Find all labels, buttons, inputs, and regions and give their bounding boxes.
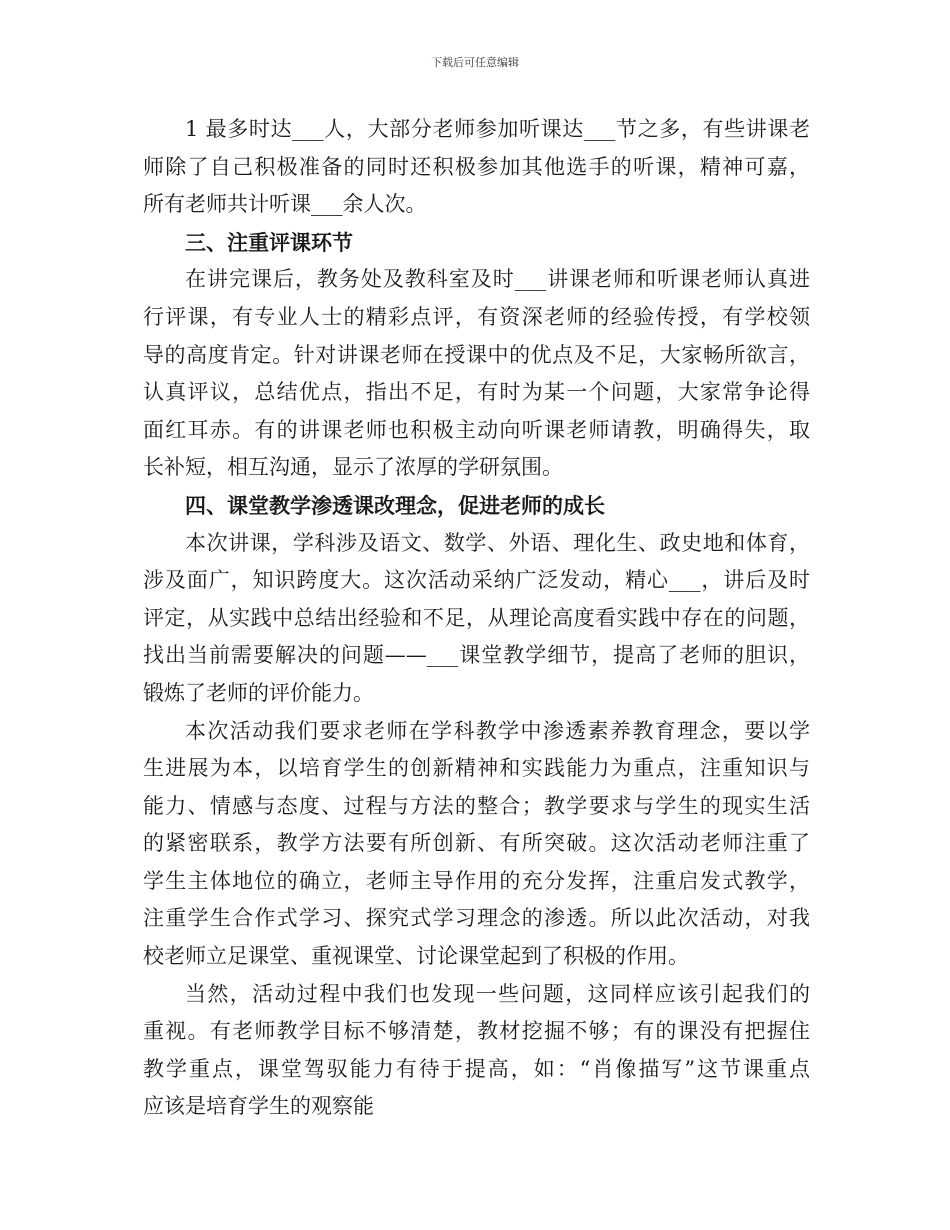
text-line: 师除了自己积极准备的同时还积极参加其他选手的听课，精神可嘉， — [143, 154, 810, 179]
text-line: 找出当前需要解决的问题——___课堂教学细节，提高了老师的胆识， — [143, 643, 810, 668]
text-line: 所有老师共计听课___余人次。 — [143, 192, 427, 217]
text-line: 学生主体地位的确立，老师主导作用的充分发挥，注重启发式教学， — [143, 868, 810, 893]
text-line: 在讲完课后，教务处及教科室及时___讲课老师和听课老师认真进 — [185, 267, 810, 292]
text-line: 行评课，有专业人士的精彩点评，有资深老师的经验传授，有学校领 — [143, 304, 810, 329]
text-line: 评定，从实践中总结出经验和不足，从理论高度看实践中存在的问题， — [143, 605, 810, 630]
page-header: 下载后可任意编辑 — [431, 56, 519, 69]
text-line: 的紧密联系，教学方法要有所创新、有所突破。这次活动老师注重了 — [143, 831, 810, 856]
text-line: 当然，活动过程中我们也发现一些问题，这同样应该引起我们的 — [185, 981, 810, 1006]
text-line: 本次讲课，学科涉及语文、数学、外语、理化生、政史地和体育， — [185, 530, 810, 555]
text-line: 面红耳赤。有的讲课老师也积极主动向听课老师请教，明确得失，取 — [143, 417, 810, 442]
text-line: 长补短，相互沟通，显示了浓厚的学研氛围。 — [143, 455, 563, 480]
text-line: 教学重点，课堂驾驭能力有待于提高，如：“肖像描写”这节课重点 — [143, 1056, 810, 1081]
section-heading: 四、课堂教学渗透课改理念，促进老师的成长 — [185, 492, 605, 518]
document-body — [143, 111, 810, 1126]
text-line: 生进展为本，以培育学生的创新精神和实践能力为重点，注重知识与 — [143, 756, 810, 781]
text-line: 应该是培育学生的观察能 — [143, 1094, 374, 1119]
text-line: 涉及面广，知识跨度大。这次活动采纳广泛发动，精心___，讲后及时 — [143, 568, 810, 593]
text-line: 1 最多时达___人，大部分老师参加听课达___节之多，有些讲课老 — [185, 117, 810, 141]
text-line: 注重学生合作式学习、探究式学习理念的渗透。所以此次活动，对我 — [143, 906, 810, 931]
text-line: 导的高度肯定。针对讲课老师在授课中的优点及不足，大家畅所欲言， — [143, 342, 810, 367]
section-heading: 三、注重评课环节 — [185, 229, 353, 255]
text-line: 认真评议，总结优点，指出不足，有时为某一个问题，大家常争论得 — [143, 380, 810, 405]
text-line: 校老师立足课堂、重视课堂、讨论课堂起到了积极的作用。 — [143, 944, 689, 969]
text-line: 锻炼了老师的评价能力。 — [143, 680, 374, 705]
text-line: 能力、情感与态度、过程与方法的整合；教学要求与学生的现实生活 — [143, 793, 810, 818]
text-line: 重视。有老师教学目标不够清楚，教材挖掘不够；有的课没有把握住 — [143, 1019, 810, 1044]
text-line: 本次活动我们要求老师在学科教学中渗透素养教育理念，要以学 — [185, 718, 810, 743]
